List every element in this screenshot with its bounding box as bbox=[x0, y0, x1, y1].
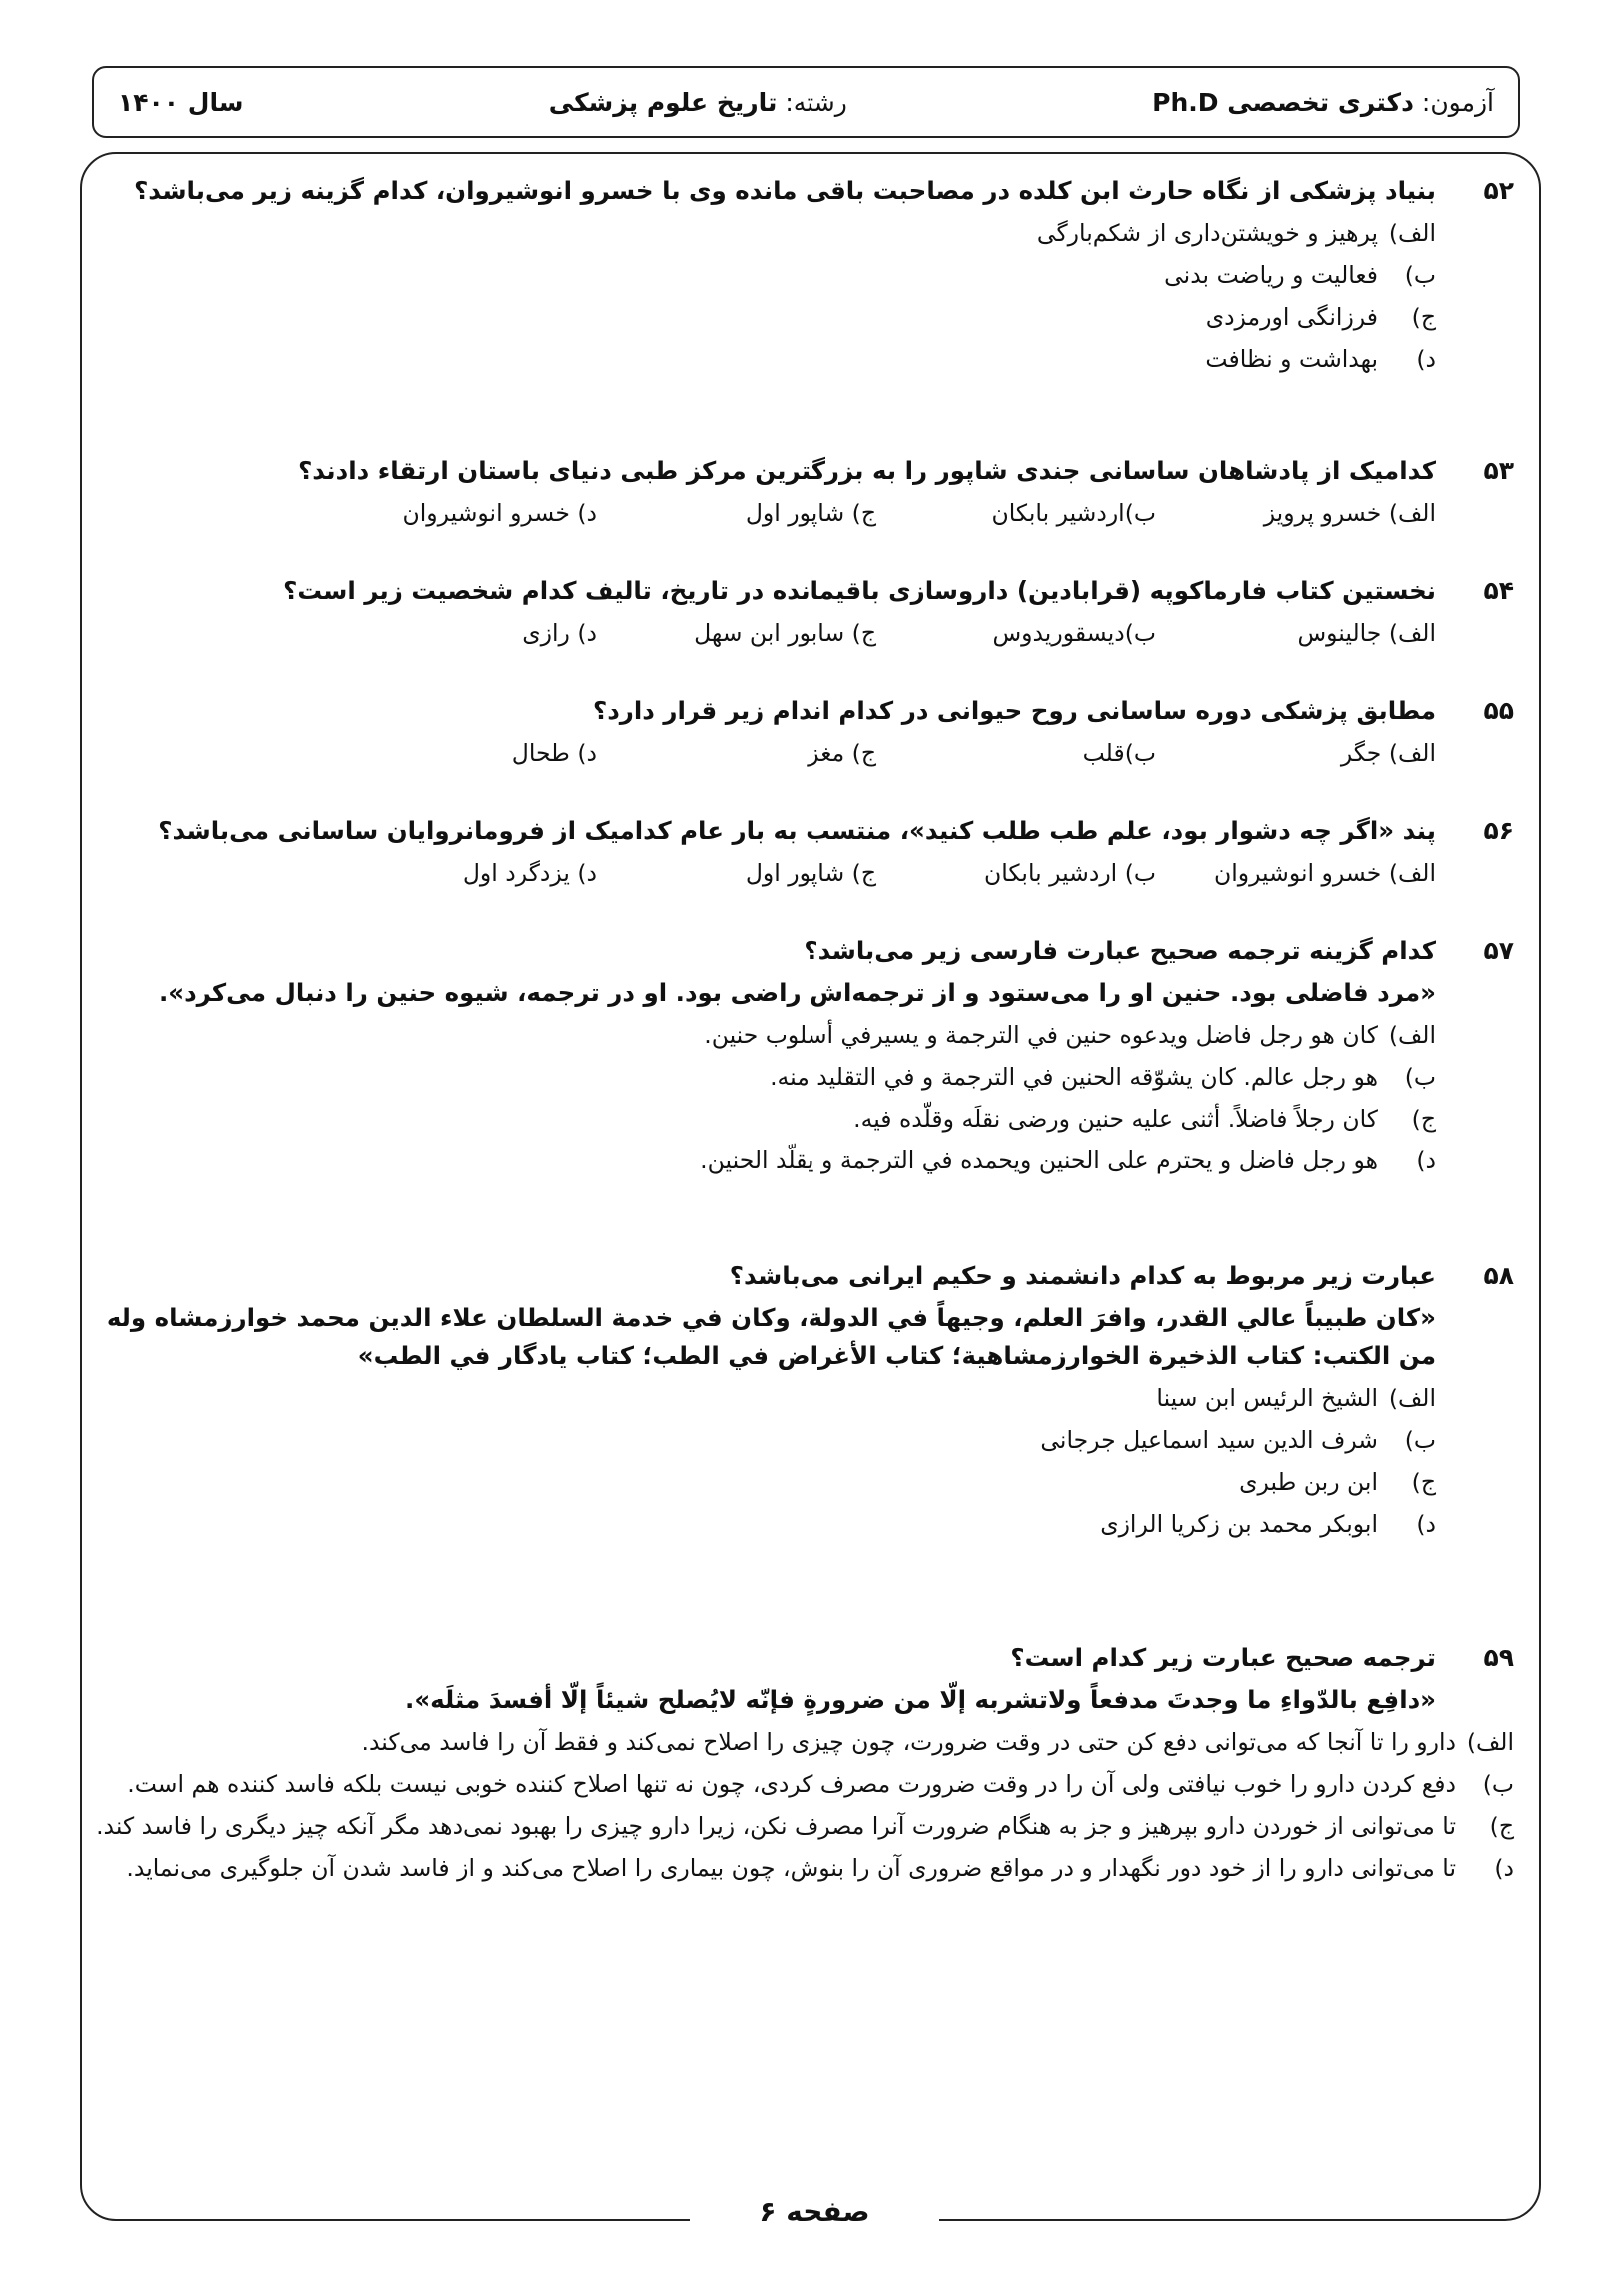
question-text: ترجمه صحیح عبارت زیر کدام است؟ bbox=[1010, 1643, 1436, 1672]
question-number: ۵۳ bbox=[1483, 456, 1514, 485]
option-c[interactable]: ج) تا می‌توانی از خوردن دارو بپرهیز و جز به هنگام ضرورت آنرا مصرف نکن، زیرا دارو چیزی را بهبود نمی‌دهد مگر آنکه چیز دیگری را فاسد کند. bbox=[96, 1812, 1514, 1840]
question-number: ۵۶ bbox=[1483, 816, 1514, 845]
option-a[interactable]: الف) پرهیز و خویشتن‌داری از شکم‌بارگی bbox=[1036, 219, 1436, 247]
option-d[interactable]: د) یزدگرد اول bbox=[462, 859, 597, 887]
question-54 bbox=[95, 572, 1514, 652]
question-number: ۵۷ bbox=[1483, 936, 1514, 965]
question-53 bbox=[95, 452, 1514, 532]
field-title bbox=[549, 88, 847, 117]
option-d[interactable]: د) ابوبکر محمد بن زکریا الرازی bbox=[1100, 1510, 1436, 1538]
option-d[interactable]: د) بهداشت و نظافت bbox=[1205, 345, 1436, 373]
option-a[interactable]: الف) كان هو رجل فاضل ويدعوه حنين في الترجمة و يسيرفي أسلوب حنين. bbox=[704, 1021, 1436, 1049]
option-b[interactable]: ب)قلب bbox=[1082, 739, 1156, 767]
option-b[interactable]: ب) دفع کردن دارو را خوب نیافتی ولی آن را در وقت ضرورت مصرف کردی، چون نه تنها اصلاح کننده خوبی نیست بلکه فاسد کننده هم است. bbox=[127, 1770, 1514, 1798]
option-c[interactable]: ج) كان رجلاً فاضلاً. أثنى عليه حنين ورضى نقلَه وقلّده فيه. bbox=[853, 1105, 1436, 1133]
options-row bbox=[95, 494, 1436, 532]
question-text: مطابق پزشکی دوره ساسانی روح حیوانی در کدام اندام زیر قرار دارد؟ bbox=[593, 696, 1436, 725]
option-b[interactable]: ب)دیسقوریدوس bbox=[992, 619, 1156, 647]
option-a[interactable]: الف) دارو را تا آنجا که می‌توانی دفع کن حتی در وقت ضرورت، چون چیزی را اصلاح نمی‌کند و فقط آن را فاسد می‌کند. bbox=[361, 1728, 1514, 1756]
page-number: صفحه ۶ bbox=[759, 2195, 870, 2228]
question-quote: «كان طبيباً عالي القدر، وافرَ العلم، وجيهاً في الدولة، وكان في خدمة السلطان علاء الدين محمد خوارزمشاه وله من الكتب: كتاب الذخيرة الخوارزمشاهية؛ كتاب الأغراض في الطب؛ كتاب يادگار في الطب» bbox=[106, 1303, 1436, 1370]
field-label: رشته: bbox=[785, 87, 847, 117]
option-d[interactable]: د) خسرو انوشیروان bbox=[402, 499, 597, 527]
option-c[interactable]: ج) شاپور اول bbox=[745, 499, 876, 527]
options-row bbox=[95, 734, 1436, 772]
question-55 bbox=[95, 692, 1514, 772]
exam-header bbox=[92, 66, 1520, 138]
option-c[interactable]: ج) سابور ابن سهل bbox=[694, 619, 876, 647]
question-52 bbox=[95, 172, 1514, 382]
question-59 bbox=[95, 1639, 1514, 1891]
option-a[interactable]: الف) الشیخ الرئیس ابن سینا bbox=[1156, 1384, 1436, 1412]
question-text: عبارت زیر مربوط به کدام دانشمند و حکیم ایرانی می‌باشد؟ bbox=[729, 1261, 1436, 1290]
option-d[interactable]: د) طحال bbox=[511, 739, 597, 767]
option-c[interactable]: ج) فرزانگی اورمزدی bbox=[1205, 303, 1436, 331]
question-number: ۵۴ bbox=[1483, 576, 1514, 605]
exam-label: آزمون: bbox=[1421, 87, 1494, 117]
question-quote: «دافِع بالدّواءِ ما وجدتَ مدفعاً ولاتشربه إلّا من ضرورةٍ فإنّه لايُصلح شيئاً إلّا أفسدَ مثلَه». bbox=[405, 1685, 1436, 1714]
option-c[interactable]: ج) مغز bbox=[808, 739, 876, 767]
option-b[interactable]: ب)اردشیر بابکان bbox=[991, 499, 1156, 527]
option-c[interactable]: ج) ابن ربن طبری bbox=[1239, 1468, 1436, 1496]
question-number: ۵۸ bbox=[1483, 1261, 1514, 1290]
question-number: ۵۲ bbox=[1483, 176, 1514, 205]
question-text: بنیاد پزشکی از نگاه حارث ابن کلده در مصاحبت باقی مانده وی با خسرو انوشیروان، کدام گزینه زیر می‌باشد؟ bbox=[134, 176, 1436, 205]
question-57 bbox=[95, 932, 1514, 1183]
option-a[interactable]: الف) جالینوس bbox=[1297, 619, 1436, 647]
question-text: نخستین کتاب فارماکوپه (قرابادین) داروسازی باقیمانده در تاریخ، تالیف کدام شخصیت زیر است؟ bbox=[283, 576, 1436, 605]
option-d[interactable]: د) رازی bbox=[522, 619, 597, 647]
option-a[interactable]: الف) خسرو پرویز bbox=[1263, 499, 1436, 527]
option-c[interactable]: ج) شاپور اول bbox=[745, 859, 876, 887]
options-row bbox=[95, 614, 1436, 652]
question-number: ۵۹ bbox=[1483, 1643, 1514, 1672]
field-value: تاریخ علوم پزشکی bbox=[548, 87, 778, 117]
option-a[interactable]: الف) خسرو انوشیروان bbox=[1213, 859, 1436, 887]
exam-title bbox=[1152, 88, 1494, 117]
option-d[interactable]: د) تا می‌توانی دارو را از خود دور نگهدار و در مواقع ضروری آن را بنوش، چون بیماری را اصلاح می‌کند و از فاسد شدن آن جلوگیری می‌نماید. bbox=[126, 1854, 1514, 1882]
exam-year: سال ۱۴۰۰ bbox=[118, 87, 244, 117]
question-56 bbox=[95, 812, 1514, 892]
option-b[interactable]: ب) شرف الدین سید اسماعیل جرجانی bbox=[1040, 1426, 1436, 1454]
exam-value: دکتری تخصصی Ph.D bbox=[1152, 87, 1414, 117]
option-d[interactable]: د) هو رجل فاضل و يحترم على الحنين ويحمده في الترجمة و يقلّد الحنين. bbox=[700, 1147, 1436, 1174]
question-text: پند «اگر چه دشوار بود، علم طب طلب کنید»، منتسب به بار عام کدامیک از فرومانروایان ساسانی می‌باشد؟ bbox=[158, 816, 1436, 845]
question-number: ۵۵ bbox=[1483, 696, 1514, 725]
option-b[interactable]: ب) فعالیت و ریاضت بدنی bbox=[1164, 261, 1436, 289]
question-quote: «مرد فاضلی بود. حنین او را می‌ستود و از ترجمه‌اش راضی بود. او در ترجمه، شیوه حنین را دنبال می‌کرد». bbox=[158, 978, 1436, 1007]
question-text: کدامیک از پادشاهان ساسانی جندی شاپور را به بزرگترین مرکز طبی دنیای باستان ارتقاء دادند؟ bbox=[298, 456, 1436, 485]
options-row bbox=[95, 854, 1436, 892]
option-a[interactable]: الف) جگر bbox=[1340, 739, 1436, 767]
question-58 bbox=[95, 1257, 1514, 1547]
option-b[interactable]: ب) هو رجل عالم. كان يشوّقه الحنين في الترجمة و في التقليد منه. bbox=[770, 1063, 1436, 1091]
question-text: کدام گزینه ترجمه صحیح عبارت فارسی زیر می‌باشد؟ bbox=[804, 936, 1436, 965]
option-b[interactable]: ب) اردشیر بابکان bbox=[984, 859, 1156, 887]
